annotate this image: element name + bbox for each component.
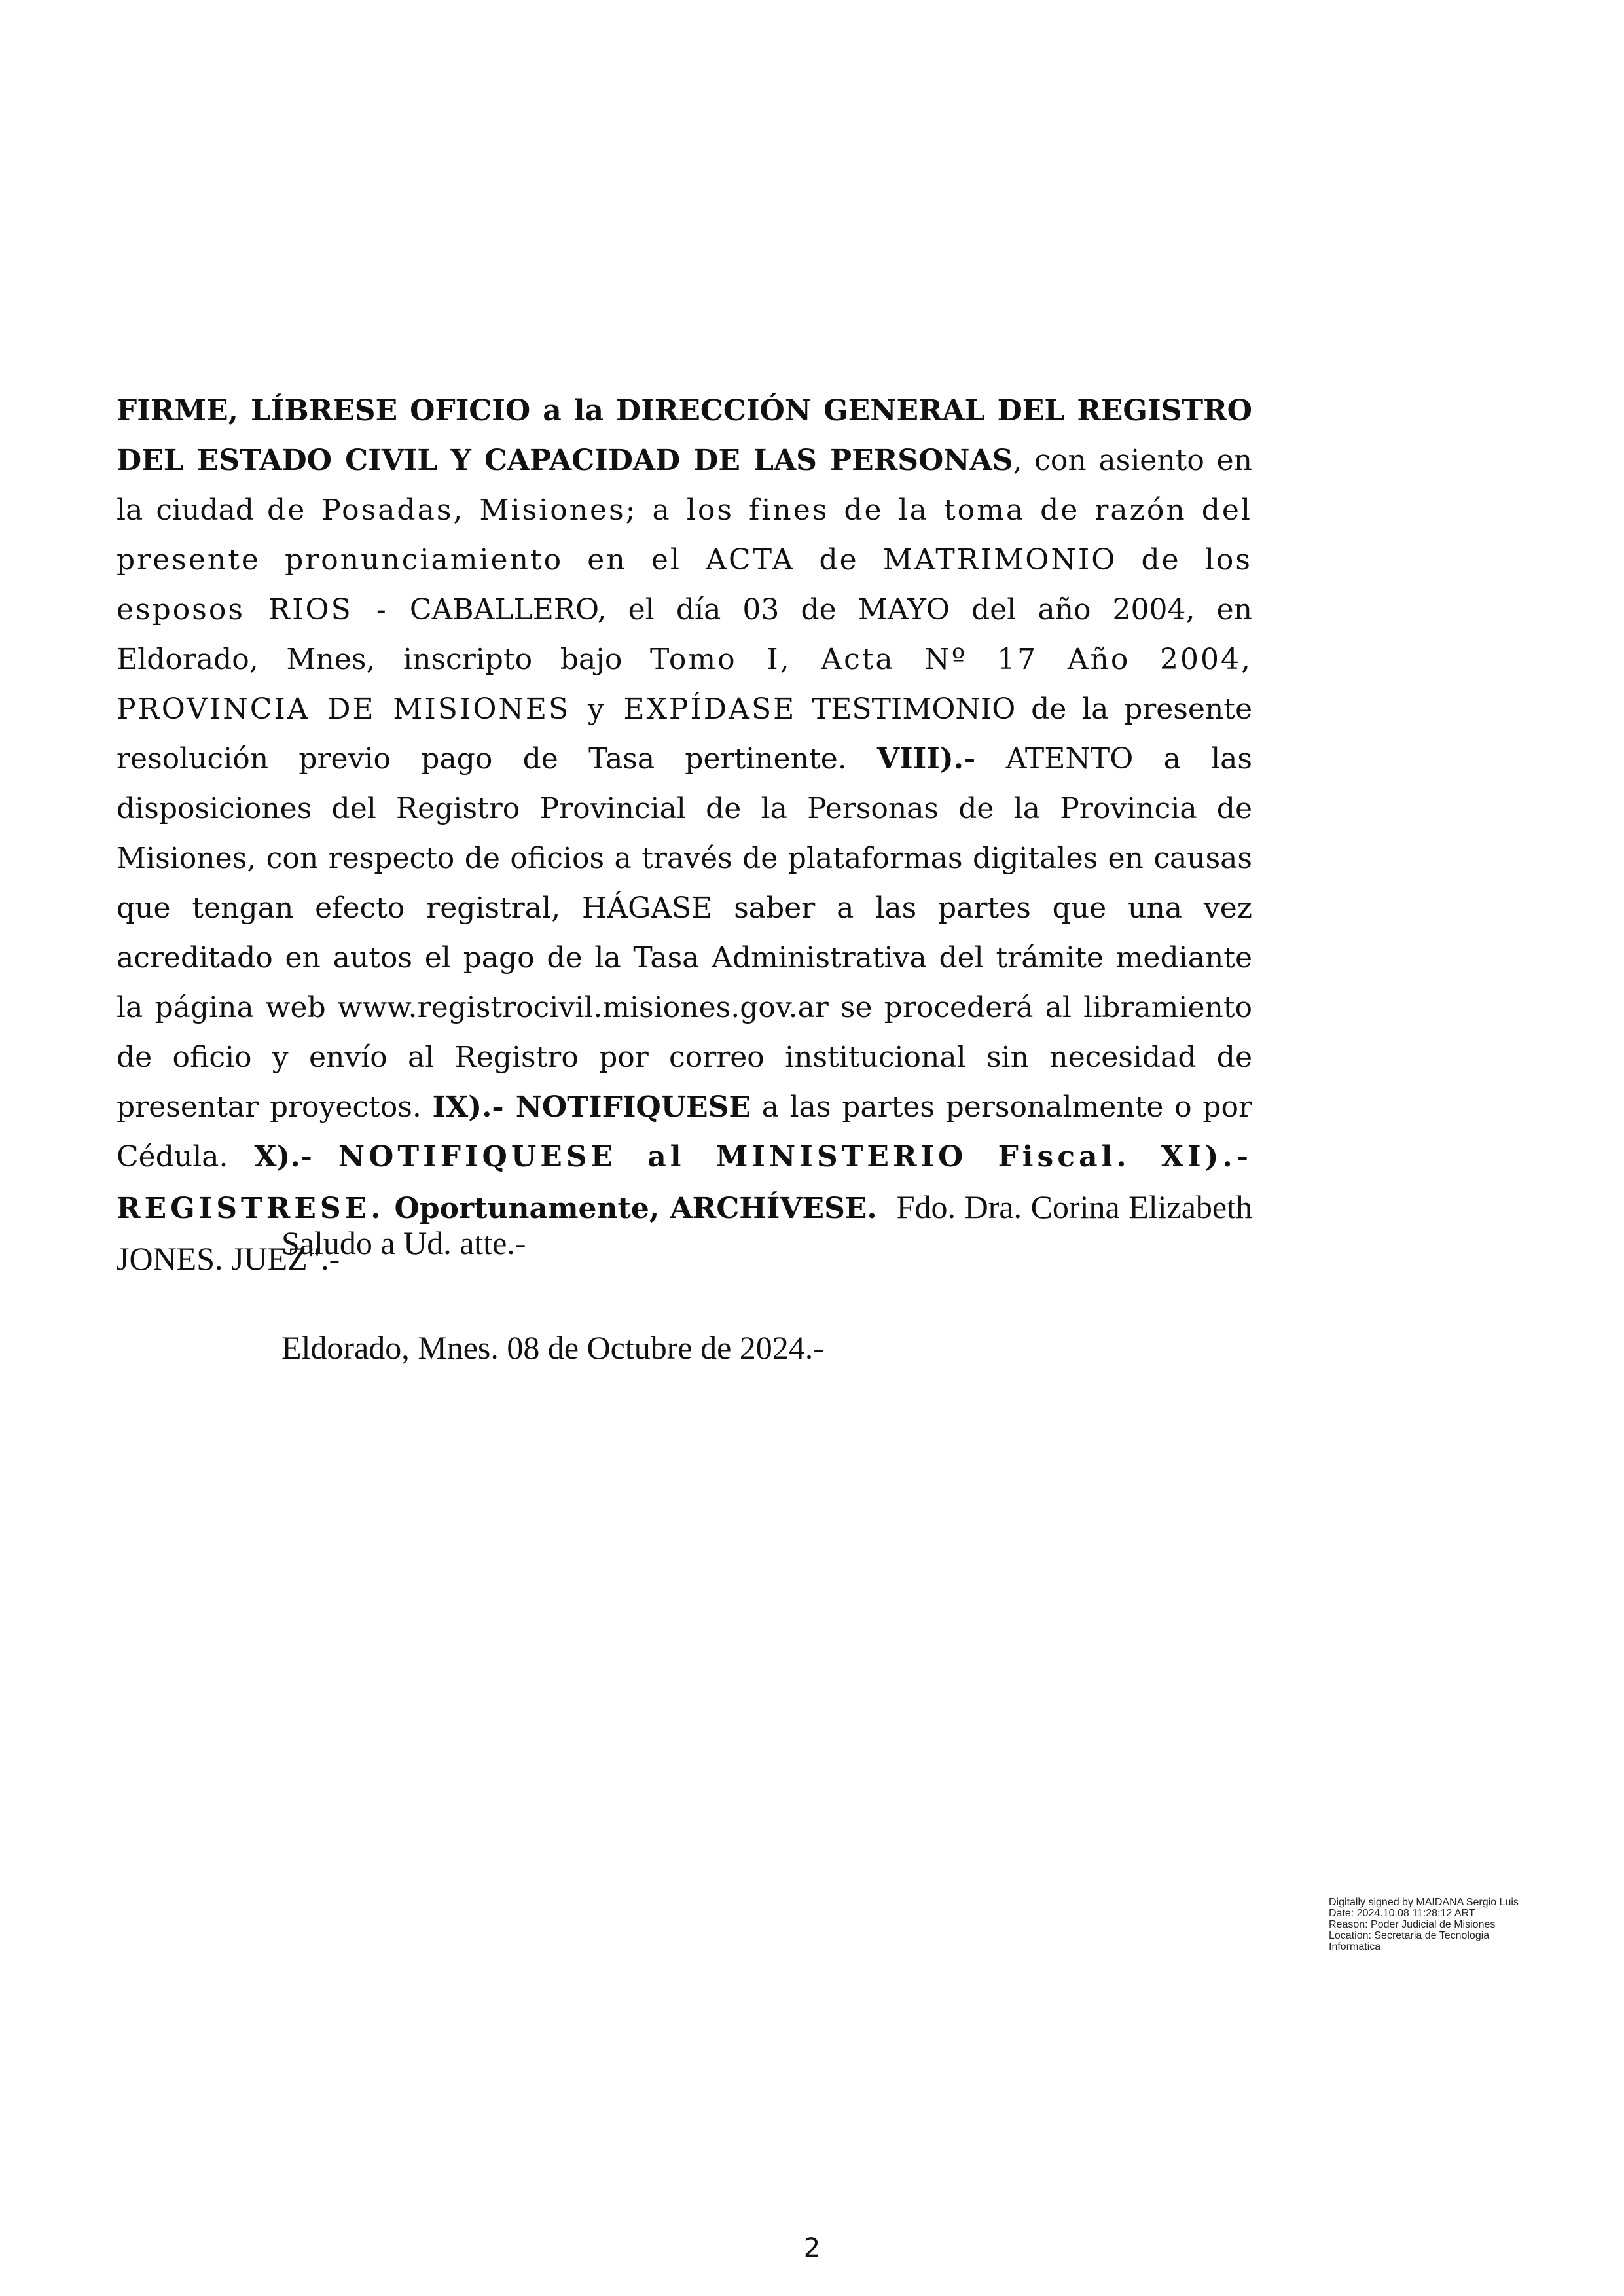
closing-greeting: Saludo a Ud. atte.- <box>281 1225 526 1261</box>
section-number-viii: VIII).- <box>877 742 976 776</box>
resolution-body <box>117 386 1252 1285</box>
signature-line: Location: Secretaria de Tecnologia <box>1329 1930 1490 1941</box>
body-text-segment: de Posadas, Misiones; a los fines de la toma de razón del presente pronunciamiento en el ACTA de MATRIMONIO de los esposos RIOS - <box>117 493 1252 626</box>
signature-line: Date: 2024.10.08 11:28:12 ART <box>1329 1908 1475 1919</box>
judge-signature-line: Fdo. Dra. Corina Elizabeth JONES. JUEZ".- <box>117 1189 1252 1277</box>
section-number-x: X).- <box>254 1140 312 1174</box>
section-number-xi: NOTIFIQUESE al MINISTERIO Fiscal. XI).- REGISTRESE. <box>117 1140 1252 1225</box>
body-text-segment: a las partes personalmente o por Cédula. <box>117 1090 1252 1174</box>
section-number-ix: IX).- NOTIFIQUESE <box>432 1090 751 1124</box>
body-text-segment: ATENTO a las disposiciones del Registro Provincial de la Personas de la Provincia de Misiones, con respecto de oficios a través de plataformas digitales en causas que tengan efecto registral, HÁGASE saber a las partes que una vez acreditado en autos el pago de la Tasa Administrativa del trámite mediante la página web www.registrocivil.misiones.gov.ar se procederá al libramiento de oficio y envío al Registro por correo institucional sin necesidad de presentar proyectos. <box>117 742 1252 1124</box>
body-text-segment: CABALLERO, el día 03 de MAYO del año 2004, en Eldorado, Mnes, inscripto bajo <box>117 593 1252 676</box>
signature-line: Informatica <box>1329 1941 1381 1952</box>
body-text-segment: , con asiento en la ciudad <box>117 444 1252 527</box>
body-bold-heading: FIRME, LÍBRESE OFICIO a la DIRECCIÓN GENERAL DEL REGISTRO DEL ESTADO CIVIL Y CAPACIDAD DE LAS PERSONAS <box>117 394 1252 477</box>
body-text-segment: Tomo I, Acta Nº 17 Año 2004, PROVINCIA DE MISIONES y EXPÍDASE <box>117 643 1252 726</box>
digital-signature-block <box>1329 1897 1564 1952</box>
signature-line: Digitally signed by MAIDANA Sergio Luis <box>1329 1897 1519 1908</box>
body-text-segment: TESTIMONIO de la presente resolución previo pago de Tasa pertinente. <box>117 692 1252 776</box>
page-number: 2 <box>803 2233 821 2263</box>
archive-order: Oportunamente, ARCHÍVESE. <box>394 1192 877 1225</box>
closing-place-date: Eldorado, Mnes. 08 de Octubre de 2024.- <box>281 1329 824 1366</box>
signature-line: Reason: Poder Judicial de Misiones <box>1329 1919 1496 1930</box>
